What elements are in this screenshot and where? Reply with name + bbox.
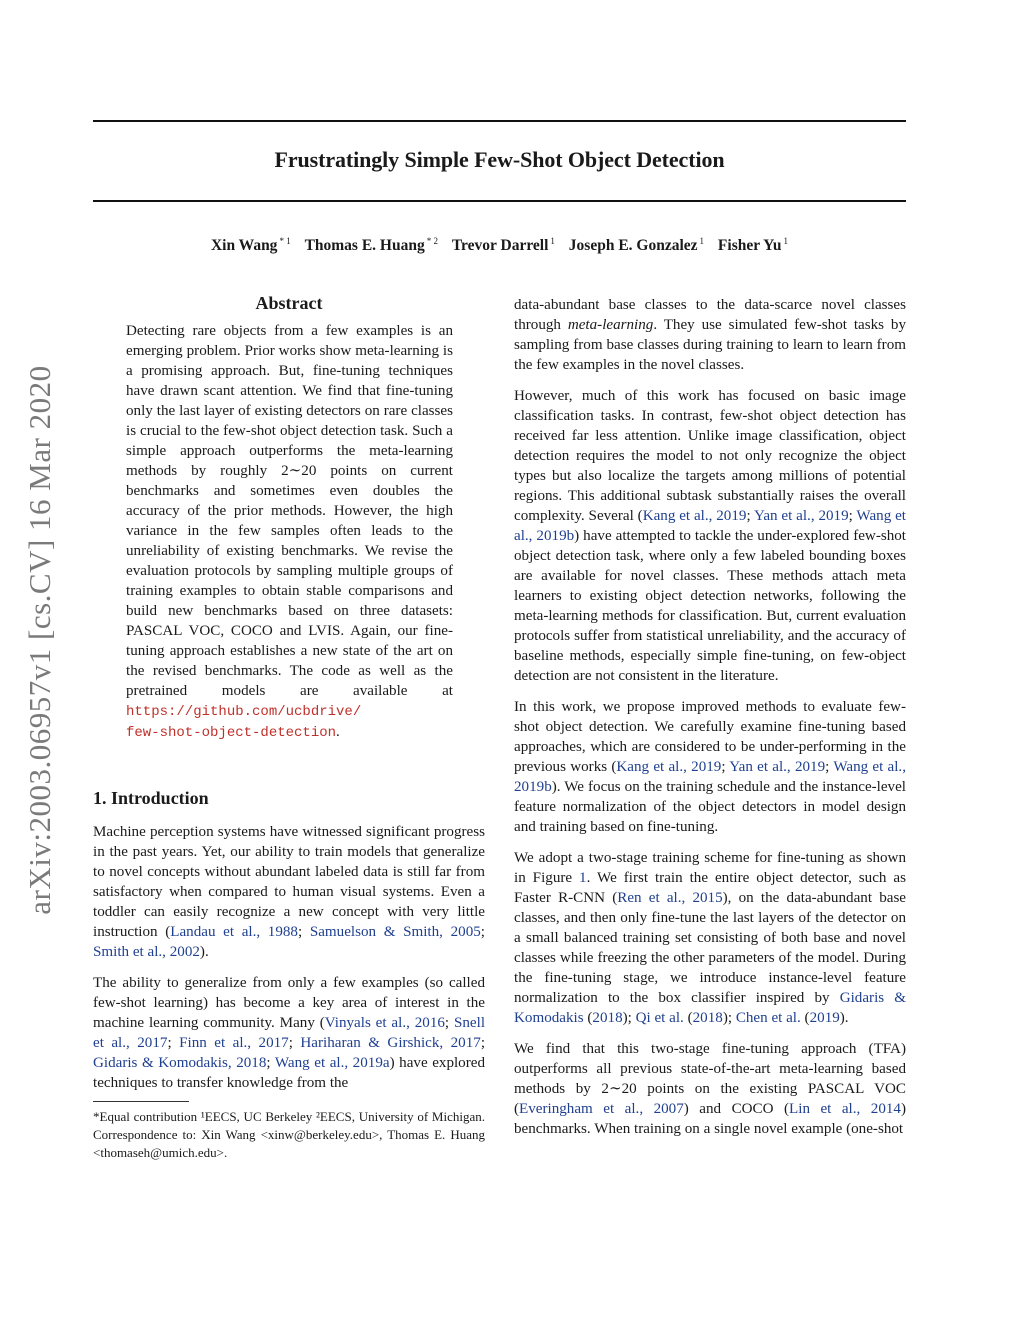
left-column (93, 290, 485, 1162)
citation-link[interactable]: Ren et al., 2015 (617, 890, 723, 906)
citation-link[interactable]: Qi et al. (635, 1010, 684, 1026)
title-bottom-rule (93, 200, 906, 202)
intro-paragraph: Machine perception systems have witnessed significant progress in the past years. Yet, our ability to train models that generalize to novel concepts without abundant labeled data is still far from satisfactory when compared to human visual systems. Even a toddler can easily recognize a new concept with very little instruction (Landau et al., 1988; Samuelson & Smith, 2005; Smith et al., 2002). (93, 824, 485, 960)
citation-link[interactable]: Wang et al., 2019b (514, 508, 906, 544)
author: Trevor Darrell $^1$ (451, 236, 555, 254)
citation-link[interactable]: Kang et al., 2019 (642, 508, 747, 524)
footnote: *Equal contribution ¹EECS, UC Berkeley ²EECS, University of Michigan. Correspondence to: Xin Wang <xinw@berkeley.edu>, Thomas E. Huang <thomaseh@umich.edu>. (93, 1109, 485, 1160)
author: Joseph E. Gonzalez $^1$ (568, 236, 705, 254)
top-rule (93, 120, 906, 122)
citation-link[interactable]: Gidaris & Komodakis (514, 990, 906, 1026)
paper-title: Frustratingly Simple Few-Shot Object Detection (274, 147, 725, 172)
code-link[interactable]: https://github.com/ucbdrive/ few-shot-object-detection (126, 704, 362, 741)
body-paragraph: We find that this two-stage fine-tuning approach (TFA) outperforms all previous state-of-the-art meta-learning based methods by 2∼20 points on the existing PASCAL VOC (Everingham et al., 2007) and COCO (Lin et al., 2014) benchmarks. When training on a single novel example (one-shot (514, 1041, 906, 1137)
figure-reference-link[interactable]: 1 (579, 870, 587, 886)
citation-link[interactable]: Wang et al., 2019a (274, 1055, 390, 1071)
author: Xin Wang $^{* 1}$ (210, 236, 291, 254)
author: Fisher Yu $^1$ (717, 236, 789, 254)
author: Thomas E. Huang $^{* 2}$ (304, 236, 438, 254)
right-column (514, 295, 906, 1139)
citation-link[interactable]: Yan et al., 2019 (753, 508, 849, 524)
citation-link[interactable]: Kang et al., 2019 (616, 759, 722, 775)
citation-link[interactable]: Lin et al., 2014 (789, 1101, 901, 1117)
body-paragraph: In this work, we propose improved methods to evaluate few-shot object detection. We carefully examine fine-tuning based approaches, which are considered to be under-performing in the previous works (Kang et al., 2019; Yan et al., 2019; Wang et al., 2019b). We focus on the training schedule and the instance-level feature normalization of the object detectors in model design and training based on fine-tuning. (514, 699, 906, 835)
citation-link[interactable]: 2018 (692, 1010, 723, 1026)
citation-link[interactable]: Landau et al., 1988 (170, 924, 298, 940)
citation-link[interactable]: Smith et al., 2002 (93, 944, 200, 960)
citation-link[interactable]: Vinyals et al., 2016 (324, 1015, 445, 1031)
body-paragraph: data-abundant base classes to the data-scarce novel classes through meta-learning. They use simulated few-shot tasks by sampling from base classes during training to learn to learn from the few examples in the novel classes. (514, 297, 906, 373)
intro-paragraph: The ability to generalize from only a few examples (so called few-shot learning) has become a key area of interest in the machine learning community. Many (Vinyals et al., 2016; Snell et al., 2017; Finn et al., 2017; Hariharan & Girshick, 2017; Gidaris & Komodakis, 2018; Wang et al., 2019a) have explored techniques to transfer knowledge from the (93, 975, 486, 1091)
body-paragraph: We adopt a two-stage training scheme for fine-tuning as shown in Figure 1. We first train the entire object detector, such as Faster R-CNN (Ren et al., 2015), on the data-abundant base classes, and then only fine-tune the last layers of the detector on a small balanced training set consisting of both base and novel classes while freezing the other parameters of the model. During the fine-tuning stage, we introduce instance-level feature normalization to the box classifier inspired by Gidaris & Komodakis (2018); Qi et al. (2018); Chen et al. (2019). (514, 850, 907, 1026)
abstract-heading: Abstract (255, 293, 323, 313)
citation-link[interactable]: Everingham et al., 2007 (519, 1101, 684, 1117)
arxiv-stamp: arXiv:2003.06957v1 [cs.CV] 16 Mar 2020 (22, 365, 57, 915)
citation-link[interactable]: Wang et al., 2019b (514, 759, 906, 795)
author-list (93, 236, 906, 255)
citation-link[interactable]: Hariharan & Girshick, 2017 (300, 1035, 481, 1051)
body-paragraph: However, much of this work has focused on basic image classification tasks. In contrast, few-shot object detection has received far less attention. Unlike image classification, object detection requires the model to not only recognize the object types but also localize the targets among millions of potential regions. This additional subtask substantially raises the overall complexity. Several (Kang et al., 2019; Yan et al., 2019; Wang et al., 2019b) have attempted to tackle the under-explored few-shot object detection task, where only a few labeled bounding boxes are available for novel classes. These methods attach meta learners to existing object detection networks, following the meta-learning methods for classification. But, current evaluation protocols suffer from statistical unreliability, and the accuracy of baseline methods, especially simple fine-tuning, on few-object detection are not consistent in the literature. (514, 388, 907, 684)
citation-link[interactable]: Snell et al., 2017 (93, 1015, 486, 1051)
citation-link[interactable]: Gidaris & Komodakis, 2018 (93, 1055, 267, 1071)
abstract-text: Detecting rare objects from a few examples is an emerging problem. Prior works show meta-learning is a promising approach. But, fine-tuning techniques have drawn scant attention. We find that fine-tuning only the last layer of existing detectors on rare classes is crucial to the few-shot object detection task. Such a simple approach outperforms the meta-learning methods by roughly 2∼20 points on current benchmarks and sometimes even doubles the accuracy of the prior methods. However, the high variance in the few samples often leads to the unreliability of existing benchmarks. We revise the evaluation protocols by sampling multiple groups of training examples to obtain stable comparisons and build new benchmarks based on three datasets: PASCAL VOC, COCO and LVIS. Again, our fine-tuning approach establishes a new state of the art on the revised benchmarks. The code as well as the pretrained models are available at https://github.com/ucbdrive/ few-shot-object-detection. (126, 323, 453, 741)
citation-link[interactable]: 2018 (592, 1010, 623, 1026)
citation-link[interactable]: Finn et al., 2017 (179, 1035, 289, 1051)
citation-link[interactable]: Samuelson & Smith, 2005 (309, 924, 481, 940)
citation-link[interactable]: Yan et al., 2019 (729, 759, 826, 775)
citation-link[interactable]: Chen et al. (735, 1010, 801, 1026)
citation-link[interactable]: 2019 (809, 1010, 840, 1026)
footnote-rule (93, 1101, 189, 1102)
section-heading-introduction: 1. Introduction (93, 788, 209, 808)
